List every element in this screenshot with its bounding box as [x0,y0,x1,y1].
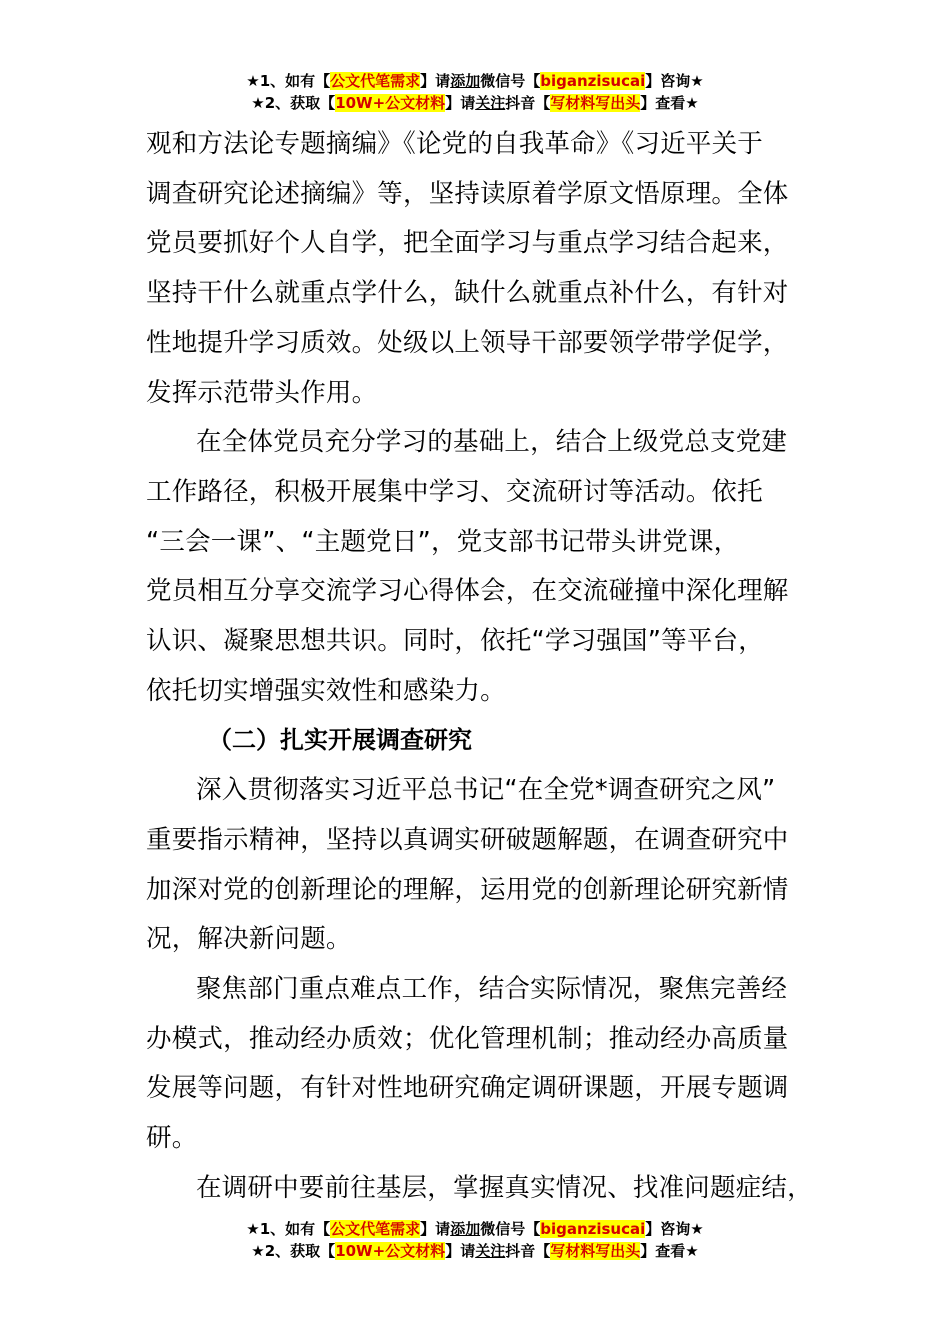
banner-emphasis: 添加 [450,1220,481,1238]
banner-highlight: biganzisucai [540,1220,646,1238]
text-line: 发挥示范带头作用。 [146,377,378,408]
banner-highlight: biganzisucai [540,72,646,90]
text-line: 党员要抓好个人自学，把全面学习与重点学习结合起来， [146,228,789,259]
paragraph-3 [146,766,822,965]
section-heading: （二）扎实开展调查研究 [208,726,472,755]
text-line: 依托切实增强实效性和感染力。 [146,675,506,706]
banner-highlight: 10W+公文材料 [335,1242,446,1260]
text-line: 深入贯彻落实习近平总书记“在全党*调查研究之风” [196,775,776,806]
text-line: 加深对党的创新理论的理解，运用党的创新理论研究新情 [146,874,789,905]
banner-line-1 [0,1218,950,1240]
banner-highlight: 10W+公文材料 [335,94,446,112]
text-line: “三会一课”、“主题党日”，党支部书记带头讲党课， [146,526,740,557]
banner-text: 抖音【 [505,1242,551,1260]
paragraph-4 [146,965,822,1164]
text-line: 在全体党员充分学习的基础上，结合上级党总支党建 [196,427,788,458]
banner-text: 抖音【 [505,94,551,112]
paragraph-1 [146,120,822,418]
text-line: 研。 [146,1123,198,1154]
text-line: 调查研究论述摘编》等，坚持读原着学原文悟原理。全体 [146,178,789,209]
banner-text: 】请 [445,1242,476,1260]
banner-text: ★1、如有【 [246,1220,331,1238]
banner-text: 】查看★ [640,1242,699,1260]
banner-line-2 [0,92,950,114]
text-line: 坚持干什么就重点学什么，缺什么就重点补什么，有针对 [146,278,789,309]
banner-text: 微信号【 [480,72,541,90]
banner-emphasis: 添加 [450,72,481,90]
banner-text: 】请 [445,94,476,112]
document-body [146,120,822,1213]
paragraph-5 [146,1164,822,1214]
banner-highlight: 写材料写出头 [550,1242,641,1260]
paragraph-2 [146,418,822,716]
banner-text: 】请 [420,1220,451,1238]
text-line: 办模式，推动经办质效；优化管理机制；推动经办高质量 [146,1023,789,1054]
text-line: 工作路径，积极开展集中学习、交流研讨等活动。依托 [146,476,763,507]
text-line: 聚焦部门重点难点工作，结合实际情况，聚焦完善经 [196,973,788,1004]
text-line: 重要指示精神，坚持以真调实研破题解题，在调查研究中 [146,824,789,855]
banner-highlight: 公文代笔需求 [330,1220,421,1238]
banner-emphasis: 关注 [475,1242,506,1260]
banner-text: 】请 [420,72,451,90]
banner-highlight: 写材料写出头 [550,94,641,112]
text-line: 况，解决新问题。 [146,924,352,955]
banner-text: 】咨询★ [645,1220,704,1238]
banner-text: ★2、获取【 [251,94,336,112]
banner-highlight: 公文代笔需求 [330,72,421,90]
text-line: 性地提升学习质效。处级以上领导干部要领学带学促学， [146,327,789,358]
text-line: 发展等问题，有针对性地研究确定调研课题，开展专题调 [146,1073,789,1104]
text-line: 党员相互分享交流学习心得体会，在交流碰撞中深化理解 [146,576,789,607]
footer-banner [0,1218,950,1262]
text-line: 在调研中要前往基层，掌握真实情况、找准问题症结， [196,1172,813,1203]
banner-text: ★2、获取【 [251,1242,336,1260]
banner-text: 】查看★ [640,94,699,112]
banner-emphasis: 关注 [475,94,506,112]
text-line: 认识、凝聚思想共识。同时，依托“学习强国”等平台， [146,626,764,657]
text-line: 观和方法论专题摘编》《论党的自我革命》《习近平关于 [146,129,764,159]
banner-text: 】咨询★ [645,72,704,90]
banner-line-2 [0,1240,950,1262]
banner-line-1 [0,70,950,92]
banner-text: 微信号【 [480,1220,541,1238]
header-banner [0,70,950,114]
banner-text: ★1、如有【 [246,72,331,90]
